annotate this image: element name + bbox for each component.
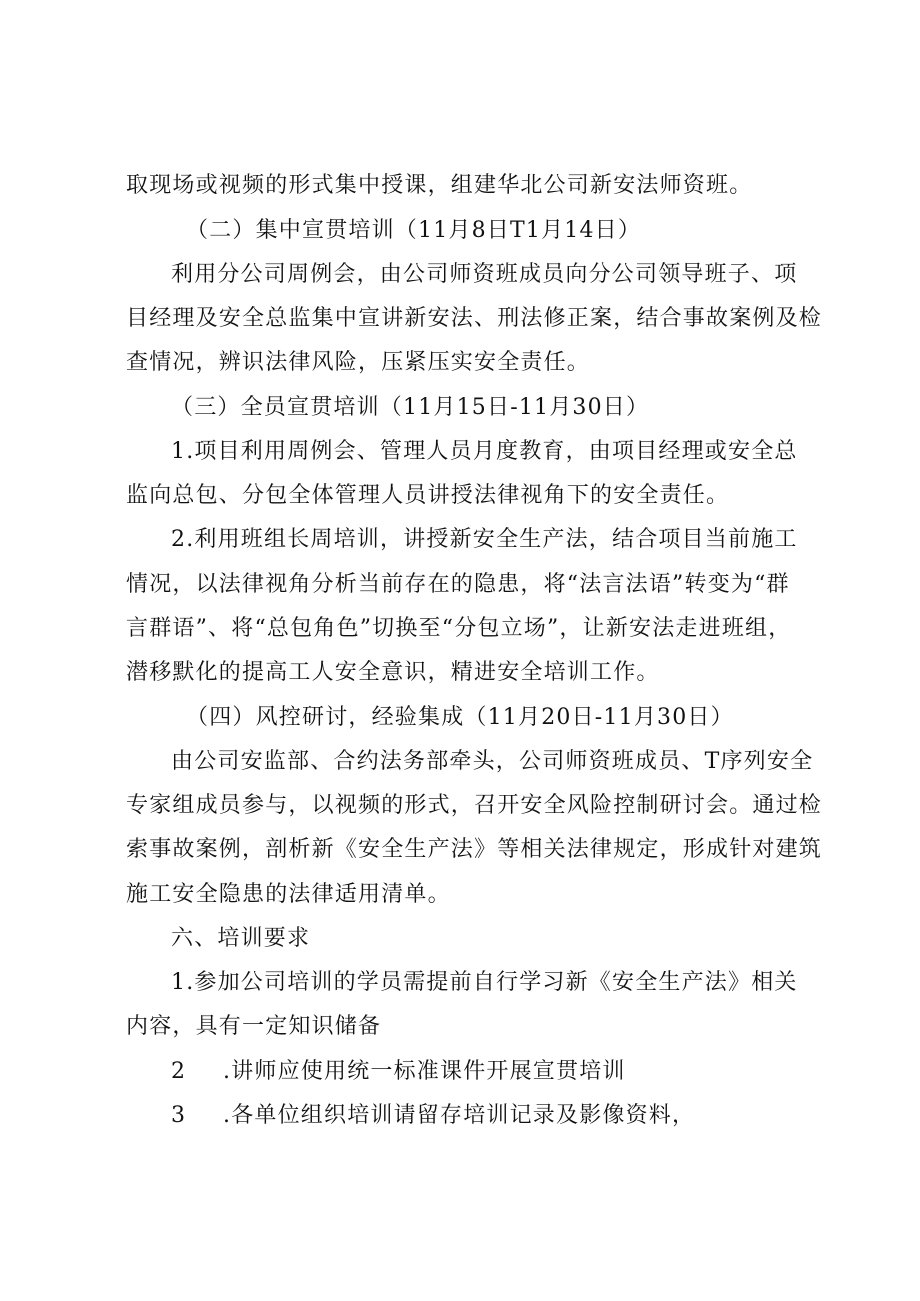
paragraph-line: 由公司安监部、合约法务部牵头，公司师资班成员、T序列安全 <box>171 749 814 774</box>
paragraph-line: 言群语”、将“总包角色”切换至“分包立场”，让新安法走进班组， <box>126 616 792 641</box>
paragraph-line: 2.利用班组长周培训，讲授新安全生产法，结合项目当前施工 <box>171 527 798 552</box>
paragraph-line: 潜移默化的提高工人安全意识，精进安全培训工作。 <box>126 660 660 685</box>
list-item-number: 2 <box>171 1059 187 1084</box>
paragraph-line: 内容，具有一定知识储备 <box>126 1014 382 1039</box>
paragraph-line: 利用分公司周例会，由公司师资班成员向分公司领导班子、项 <box>171 262 798 287</box>
section-heading: 六、培训要求 <box>171 926 311 951</box>
section-heading: （三）全员宣贯培训（11月15日-11月30日） <box>171 395 650 420</box>
list-item-text: .各单位组织培训请留存培训记录及影像资料， <box>223 1103 696 1128</box>
paragraph-line: 施工安全隐患的法律适用清单。 <box>126 882 451 907</box>
paragraph-line: 取现场或视频的形式集中授课，组建华北公司新安法师资班。 <box>126 173 753 198</box>
paragraph-line: 索事故案例，剖析新《安全生产法》等相关法律规定，形成针对建筑 <box>126 837 823 862</box>
paragraph-line: 1.项目利用周例会、管理人员月度教育，由项目经理或安全总 <box>171 439 798 464</box>
list-item-text: .讲师应使用统一标准课件开展宣贯培训 <box>223 1059 626 1084</box>
list-item-number: 3 <box>171 1103 187 1128</box>
paragraph-line: 目经理及安全总监集中宣讲新安法、刑法修正案，结合事故案例及检 <box>126 306 823 331</box>
paragraph-line: 专家组成员参与，以视频的形式，召开安全风险控制研讨会。通过检 <box>126 793 823 818</box>
paragraph-line: 情况，以法律视角分析当前存在的隐患，将“法言法语”转变为“群 <box>126 572 790 597</box>
section-heading: （二）集中宣贯培训（11月8日T1月14日） <box>186 218 642 243</box>
paragraph-line: 1.参加公司培训的学员需提前自行学习新《安全生产法》相关 <box>171 970 798 995</box>
paragraph-line: 查情况，辨识法律风险，压紧压实安全责任。 <box>126 350 591 375</box>
section-heading: （四）风控研讨，经验集成（11月20日-11月30日） <box>186 705 734 730</box>
paragraph-line: 监向总包、分包全体管理人员讲授法律视角下的安全责任。 <box>126 483 730 508</box>
